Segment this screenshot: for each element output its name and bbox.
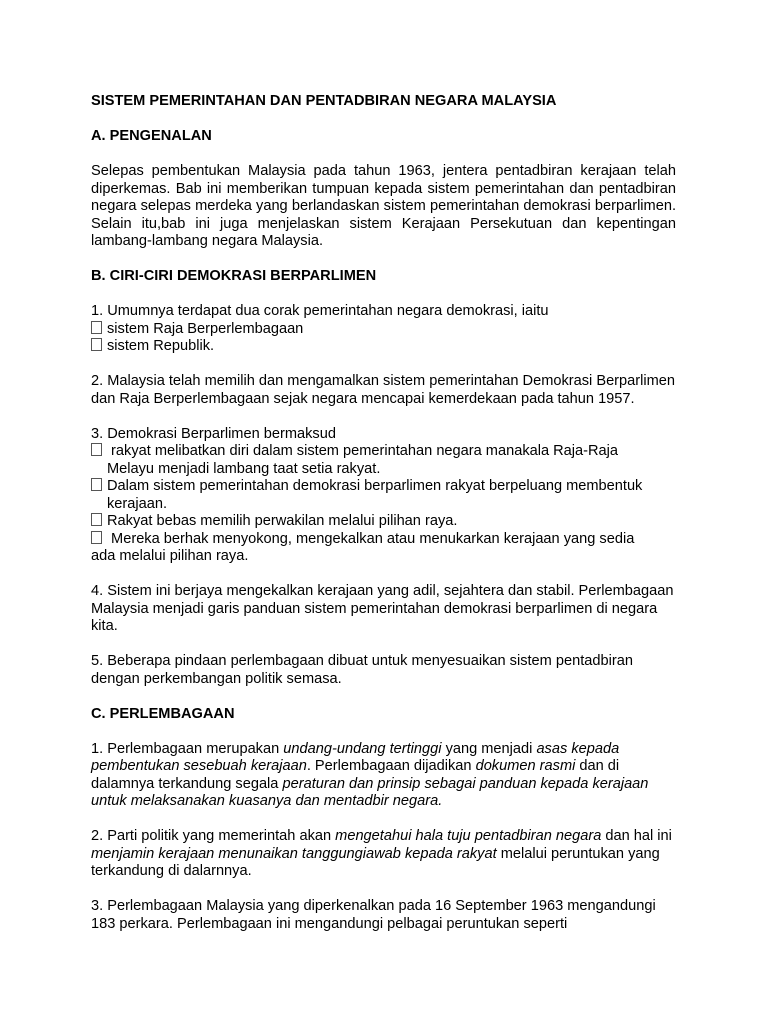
section-c-point-3: 3. Perlembagaan Malaysia yang diperkenalkan pada 16 September 1963 mengandungi 183 perkara. Perlembagaan ini mengandungi pelbagai peruntukan seperti (91, 898, 656, 932)
section-c-point-2: 2. Parti politik yang memerintah akan mengetahui hala tuju pentadbiran negara dan hal ini menjamin kerajaan menunaikan tanggungiawab kepada rakyat melalui peruntukan yang terkandung di dalarnnya. (91, 828, 672, 879)
bullet-item: rakyat melibatkan diri dalam sistem pemerintahan negara manakala Raja-Raja (91, 443, 676, 461)
bullet-continuation: kerajaan. (107, 495, 168, 512)
section-b-point-3: 3. Demokrasi Berparlimen bermaksud (91, 425, 336, 442)
section-b-point-1: 1. Umumnya terdapat dua corak pemerintahan negara demokrasi, iaitu (91, 303, 549, 319)
checkbox-bullet-icon (91, 478, 102, 491)
checkbox-bullet-icon (91, 513, 102, 526)
section-b-heading: B. CIRI-CIRI DEMOKRASI BERPARLIMEN (91, 268, 377, 284)
document-body (91, 93, 676, 933)
section-a-paragraph: Selepas pembentukan Malaysia pada tahun 1963, jentera pentadbiran kerajaan telah diperkemas. Bab ini memberikan tumpuan kepada sistem pemerintahan dan pentadbiran negara selepas merdeka yang berlandaskan sistem pemerintahan demokrasi berparlimen. Selain itu,bab ini juga menjelaskan sistem Kerajaan Persekutuan dan kepentingan lambang-lambang negara Malaysia. (91, 163, 676, 249)
checkbox-bullet-icon (91, 531, 102, 544)
bullet-item: Mereka berhak menyokong, mengekalkan atau menukarkan kerajaan yang sedia (91, 531, 676, 549)
bullet-item: sistem Republik. (91, 338, 676, 356)
bullet-item: Dalam sistem pemerintahan demokrasi berparlimen rakyat berpeluang membentuk (91, 478, 676, 496)
section-b-point-4: 4. Sistem ini berjaya mengekalkan kerajaan yang adil, sejahtera dan stabil. Perlembagaan Malaysia menjadi garis panduan sistem pemerintahan demokrasi berparlimen di negara kita. (91, 583, 674, 634)
bullet-item: Rakyat bebas memilih perwakilan melalui pilihan raya. (91, 513, 676, 531)
checkbox-bullet-icon (91, 338, 102, 351)
checkbox-bullet-icon (91, 443, 102, 456)
section-b-point-2: 2. Malaysia telah memilih dan mengamalkan sistem pemerintahan Demokrasi Berparlimen dan Raja Berperlembagaan sejak negara mencapai kemerdekaan pada tahun 1957. (91, 373, 676, 407)
section-a-heading: A. PENGENALAN (91, 128, 212, 144)
section-b-point-5: 5. Beberapa pindaan perlembagaan dibuat untuk menyesuaikan sistem pentadbiran dengan perkembangan politik semasa. (91, 653, 633, 687)
section-c-heading: C. PERLEMBAGAAN (91, 705, 235, 722)
checkbox-bullet-icon (91, 321, 102, 334)
bullet-continuation: Melayu menjadi lambang taat setia rakyat. (107, 460, 381, 477)
section-c-point-1: 1. Perlembagaan merupakan undang-undang tertinggi yang menjadi asas kepada pembentukan sesebuah kerajaan. Perlembagaan dijadikan dokumen rasmi dan di dalamnya terkandung segala peraturan dan prinsip sebagai panduan kepada kerajaan untuk melaksanakan kuasanya dan mentadbir negara. (91, 740, 649, 809)
document-title: SISTEM PEMERINTAHAN DAN PENTADBIRAN NEGARA MALAYSIA (91, 93, 557, 109)
bullet-continuation: ada melalui pilihan raya. (91, 548, 249, 564)
bullet-item: sistem Raja Berperlembagaan (91, 321, 676, 339)
